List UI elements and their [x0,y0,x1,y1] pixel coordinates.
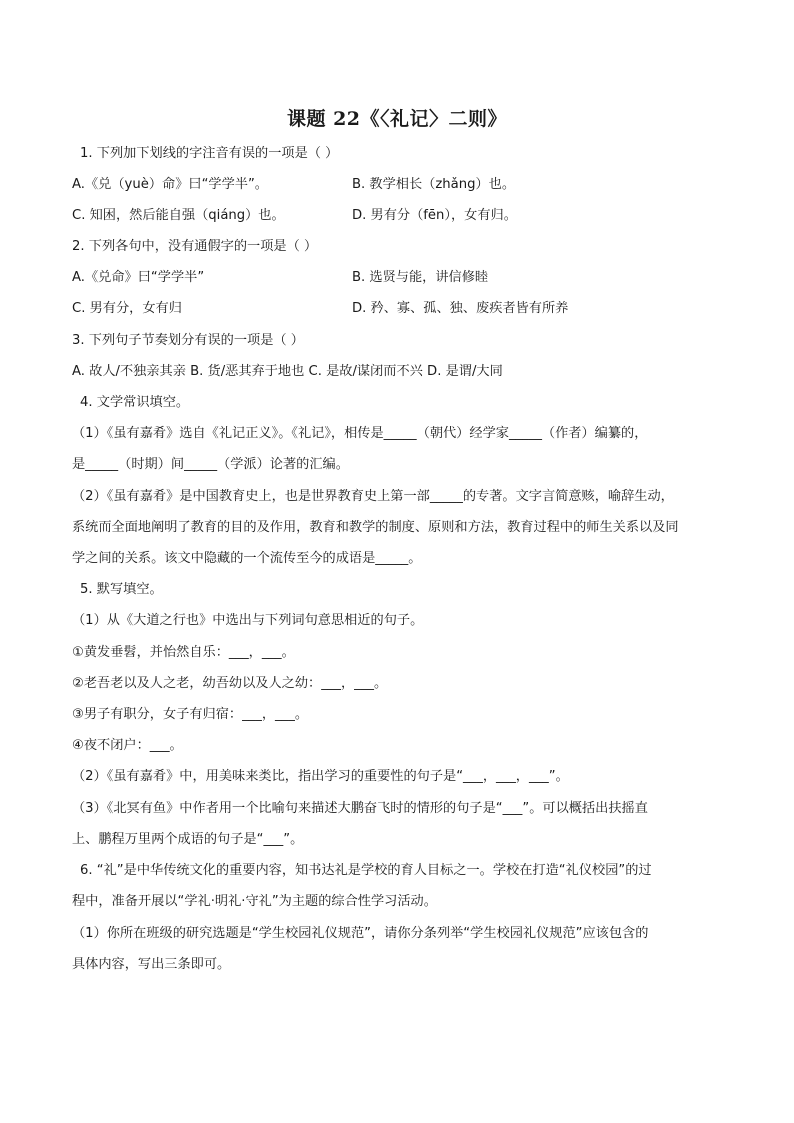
q1-stem: 1. 下列加下划线的字注音有误的一项是（ ） [80,146,339,161]
q5-part3-line2: 上、鹏程万里两个成语的句子是“___”。 [72,832,304,847]
q1-option-d: D. 男有分（fēn），女有归。 [352,208,517,223]
q1-option-b: B. 教学相长（zhǎng）也。 [352,177,516,192]
q6-part1-line1: （1）你所在班级的研究选题是“学生校园礼仪规范”，请你分条列举“学生校园礼仪规范”应该包含的 [72,926,649,941]
q4-part2-line2: 系统而全面地阐明了教育的目的及作用，教育和教学的制度、原则和方法，教育过程中的师生关系以及同 [72,520,679,535]
q5-item2: ②老吾老以及人之老，幼吾幼以及人之幼：___，___。 [72,676,388,691]
q5-part2: （2）《虽有嘉肴》中，用美味来类比，指出学习的重要性的句子是“___，___，___”。 [72,769,569,784]
q5-item3: ③男子有职分，女子有归宿：___，___。 [72,707,309,722]
q5-item4: ④夜不闭户：___。 [72,738,183,753]
q5-part1: （1）从《大道之行也》中选出与下列词句意思相近的句子。 [72,613,424,628]
q5-stem: 5. 默写填空。 [80,582,163,597]
q2-option-a: A.《兑命》曰“学学半” [72,270,205,285]
q6-stem-line2: 程中，准备开展以“学礼·明礼·守礼”为主题的综合性学习活动。 [72,894,437,909]
q4-part1-line2: 是_____（时期）间_____（学派）论著的汇编。 [72,457,349,472]
q6-stem-line1: 6. “礼”是中华传统文化的重要内容，知书达礼是学校的育人目标之一。学校在打造“礼仪校园”的过 [80,863,652,878]
q1-option-a: A.《兑（yuè）命》曰“学学半”。 [72,177,268,192]
q5-item1: ①黄发垂髫，并怡然自乐：___，___。 [72,645,295,660]
q4-stem: 4. 文学常识填空。 [80,395,190,410]
q2-option-d: D. 矜、寡、孤、独、废疾者皆有所养 [352,301,569,316]
q3-options: A. 故人/不独亲其亲 B. 货/恶其弃于地也 C. 是故/谋闭而不兴 D. 是谓/大同 [72,364,503,379]
q6-part1-line2: 具体内容，写出三条即可。 [72,957,231,972]
q4-part1-line1: （1）《虽有嘉肴》选自《礼记正义》。《礼记》，相传是_____（朝代）经学家_____（作者）编纂的， [72,426,648,441]
q2-stem: 2. 下列各句中，没有通假字的一项是（ ） [72,239,318,254]
q4-part2-line1: （2）《虽有嘉肴》是中国教育史上，也是世界教育史上第一部_____的专著。文字言简意赅，喻辞生动， [72,489,674,504]
q1-option-c: C. 知困，然后能自强（qiáng）也。 [72,208,285,223]
q3-stem: 3. 下列句子节奏划分有误的一项是（ ） [72,333,304,348]
q2-option-b: B. 选贤与能，讲信修睦 [352,270,489,285]
q2-option-c: C. 男有分，女有归 [72,301,182,316]
page-title: 课题 22《〈礼记〉二则》 [286,108,508,130]
q4-part2-line3: 学之间的关系。该文中隐藏的一个流传至今的成语是_____。 [72,551,422,566]
q5-part3-line1: （3）《北冥有鱼》中作者用一个比喻句来描述大鹏奋飞时的情形的句子是“___”。可以概括出扶摇直 [72,801,648,816]
